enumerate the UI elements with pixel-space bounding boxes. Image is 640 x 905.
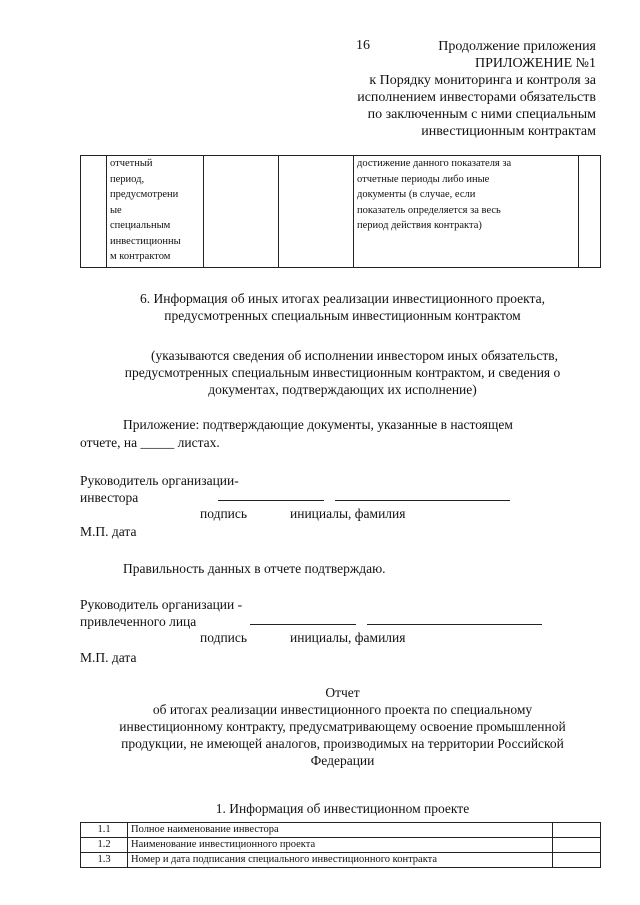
table-cell-documents (354, 156, 579, 268)
section6-note-line: документах, подтверждающих их исполнение) (208, 382, 477, 397)
page-number: 16 (356, 38, 370, 53)
attachment-line2: отчете, на _____ листах. (80, 435, 220, 450)
section6-title (80, 290, 605, 324)
signature-caption: подпись (200, 630, 248, 645)
report-line: об итогах реализации инвестиционного проекта по специальному (152, 702, 533, 717)
header-line: инвестиционным контрактам (421, 124, 596, 139)
stamp-date: М.П. дата (80, 524, 137, 539)
attracted-label: привлеченного лица (80, 614, 197, 629)
name-caption: инициалы, фамилия (290, 630, 406, 645)
header-line: ПРИЛОЖЕНИЕ №1 (475, 56, 596, 71)
signature-caption: подпись (200, 506, 248, 521)
cell-line: отчетный (110, 158, 153, 169)
name-line (335, 500, 510, 501)
header-line: Продолжение приложения (438, 39, 596, 54)
table-cell-period (107, 156, 204, 268)
table-row (81, 823, 601, 838)
report-line: продукции, не имеющей аналогов, производимых на территории Российской (121, 736, 564, 751)
project-info-table (80, 822, 601, 868)
investor-label: инвестора (80, 490, 139, 505)
cell-line: м контрактом (110, 251, 171, 262)
section1-title: 1. Информация об инвестиционном проекте (215, 801, 470, 816)
table-cell-empty (204, 156, 279, 268)
signature-line (218, 500, 324, 501)
appendix-header (300, 38, 596, 140)
row-value (553, 838, 601, 853)
cell-line: предусмотрени (110, 189, 179, 200)
cell-line: показатель определяется за весь (357, 204, 501, 216)
cell-line: ые (110, 204, 122, 216)
section6-note-line: (указываются сведения об исполнении инвестором иных обязательств, (151, 348, 558, 363)
section6-title-line: 6. Информация об иных итогах реализации инвестиционного проекта, (140, 291, 545, 306)
header-line: исполнением инвесторами обязательств (357, 90, 596, 105)
report-title-block (80, 684, 605, 769)
row-number: 1.1 (81, 823, 128, 838)
confirmation-text: Правильность данных в отчете подтверждаю. (123, 561, 386, 576)
cell-line: отчетные периоды либо иные (357, 173, 490, 185)
header-line: к Порядку мониторинга и контроля за (369, 73, 596, 88)
attracted-head-label: Руководитель организации - (80, 597, 243, 612)
table-row (81, 853, 601, 868)
table-cell-empty (81, 156, 107, 268)
table-row (81, 838, 601, 853)
stamp-date: М.П. дата (80, 650, 137, 665)
report-line: инвестиционному контракту, предусматривающему освоение промышленной (119, 719, 566, 734)
report-title: Отчет (325, 685, 360, 700)
table-cell-empty (279, 156, 354, 268)
cell-line: инвестиционны (110, 235, 181, 247)
section6-note (80, 347, 605, 398)
table-cell-empty (579, 156, 601, 268)
investor-head-label: Руководитель организации- (80, 473, 239, 488)
name-caption: инициалы, фамилия (290, 506, 406, 521)
attachment-line1: Приложение: подтверждающие документы, указанные в настоящем (123, 417, 513, 432)
report-line: Федерации (310, 753, 375, 768)
row-name: Полное наименование инвестора (128, 823, 553, 838)
row-number: 1.3 (81, 853, 128, 868)
header-line: по заключенным с ними специальным (367, 107, 596, 122)
row-value (553, 853, 601, 868)
row-name: Наименование инвестиционного проекта (128, 838, 553, 853)
cell-line: специальным (110, 220, 171, 231)
section6-title-line: предусмотренных специальным инвестиционным контрактом (164, 308, 521, 323)
row-value (553, 823, 601, 838)
cell-line: период, (110, 173, 145, 185)
cell-line: документы (в случае, если (357, 189, 476, 200)
row-name: Номер и дата подписания специального инвестиционного контракта (128, 853, 553, 868)
cell-line: достижение данного показателя за (357, 158, 512, 169)
section6-note-line: предусмотренных специальным инвестиционным контрактом, и сведения о (124, 365, 561, 380)
signature-line (250, 624, 356, 625)
row-number: 1.2 (81, 838, 128, 853)
cell-line: период действия контракта) (357, 220, 482, 231)
name-line (367, 624, 542, 625)
continuation-table (80, 155, 601, 268)
